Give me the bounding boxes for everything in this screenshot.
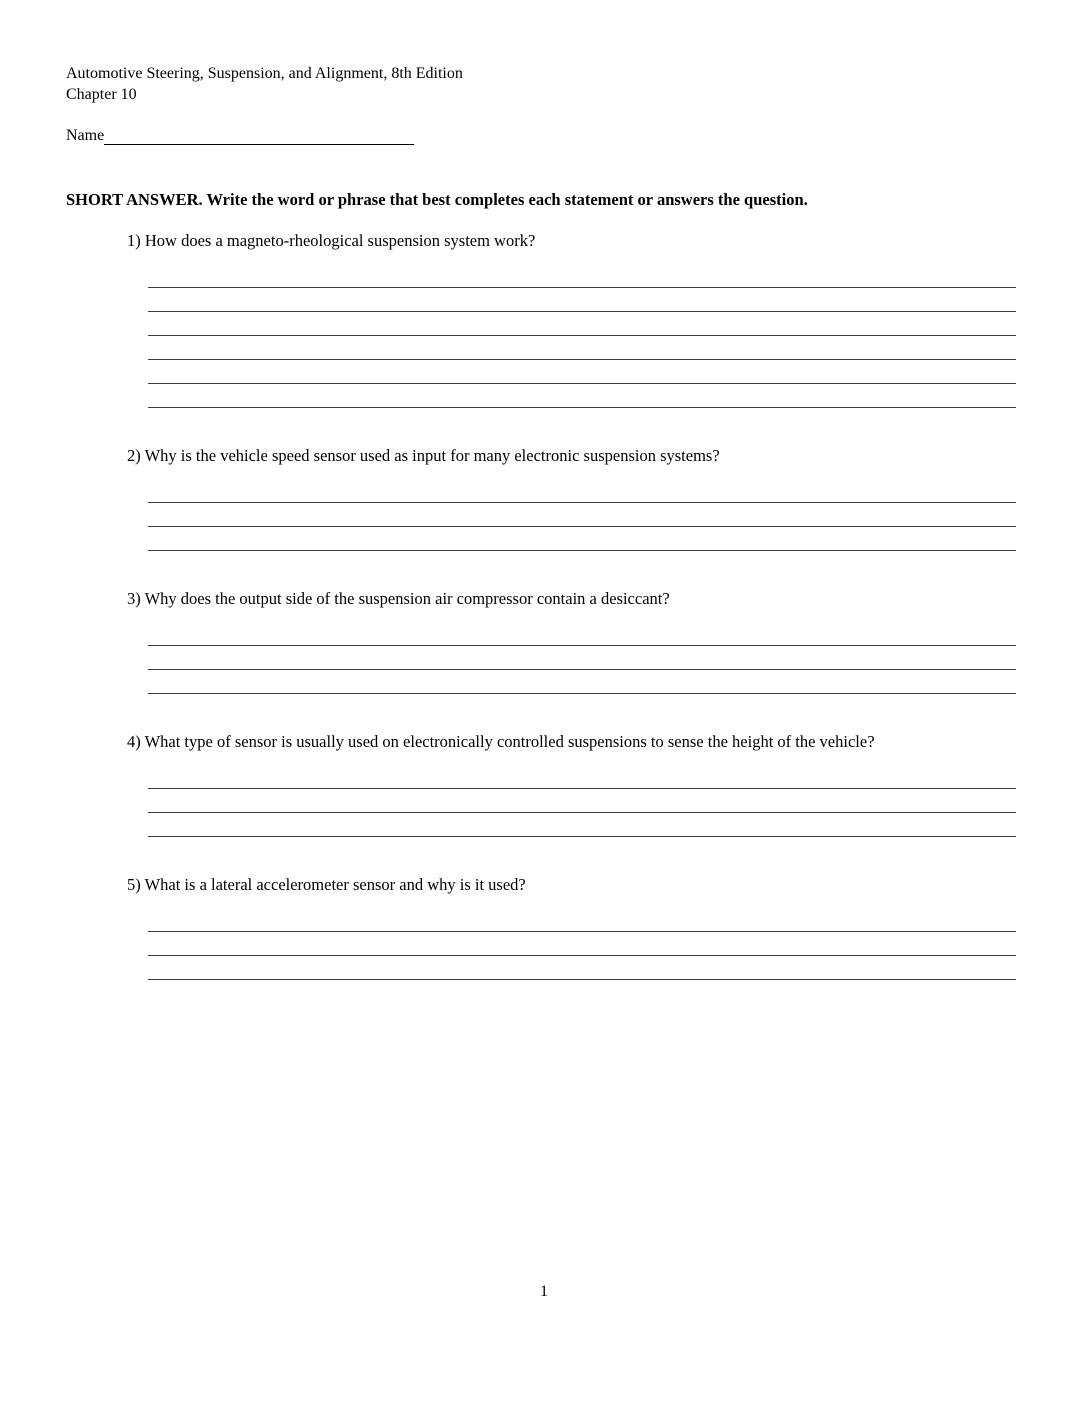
answer-line: [148, 527, 1016, 551]
answer-line: [148, 765, 1016, 789]
question-body: Why is the vehicle speed sensor used as input for many electronic suspension systems?: [144, 446, 720, 465]
question-number: 4): [127, 732, 141, 751]
answer-line: [148, 813, 1016, 837]
name-row: [66, 123, 1016, 145]
answer-line: [148, 646, 1016, 670]
question-number: 3): [127, 589, 141, 608]
answer-lines: [148, 264, 1016, 408]
question-text: [127, 445, 1016, 466]
question-block: [127, 230, 1016, 408]
question-block: [127, 731, 1016, 837]
question-text: [127, 874, 1016, 895]
question-block: [127, 445, 1016, 551]
section-instructions: SHORT ANSWER. Write the word or phrase that best completes each statement or answers the question.: [66, 190, 808, 209]
answer-line: [148, 622, 1016, 646]
answer-line: [148, 503, 1016, 527]
answer-lines: [148, 622, 1016, 694]
question-block: [127, 874, 1016, 980]
question-list: [66, 230, 1016, 980]
answer-lines: [148, 908, 1016, 980]
answer-line: [148, 670, 1016, 694]
question-text: [127, 230, 1016, 251]
chapter-heading: Chapter 10: [66, 86, 137, 103]
name-label: Name: [66, 127, 105, 144]
answer-line: [148, 932, 1016, 956]
question-text: [127, 731, 1016, 752]
answer-line: [148, 908, 1016, 932]
page-number: 1: [540, 1283, 548, 1300]
question-block: [127, 588, 1016, 694]
answer-lines: [148, 765, 1016, 837]
name-blank-line: [104, 126, 414, 145]
answer-line: [148, 360, 1016, 384]
question-number: 2): [127, 446, 141, 465]
answer-line: [148, 384, 1016, 408]
question-body: What is a lateral accelerometer sensor and why is it used?: [144, 875, 526, 894]
question-body: What type of sensor is usually used on electronically controlled suspensions to sense the height of the vehicle?: [144, 732, 875, 751]
answer-line: [148, 312, 1016, 336]
answer-line: [148, 956, 1016, 980]
answer-lines: [148, 479, 1016, 551]
answer-line: [148, 264, 1016, 288]
question-text: [127, 588, 1016, 609]
answer-line: [148, 336, 1016, 360]
answer-line: [148, 288, 1016, 312]
question-body: How does a magneto-rheological suspension system work?: [144, 231, 536, 250]
question-body: Why does the output side of the suspension air compressor contain a desiccant?: [144, 589, 670, 608]
question-number: 5): [127, 875, 141, 894]
document-title: Automotive Steering, Suspension, and Alignment, 8th Edition: [66, 65, 463, 82]
answer-line: [148, 789, 1016, 813]
answer-line: [148, 479, 1016, 503]
question-number: 1): [127, 231, 141, 250]
